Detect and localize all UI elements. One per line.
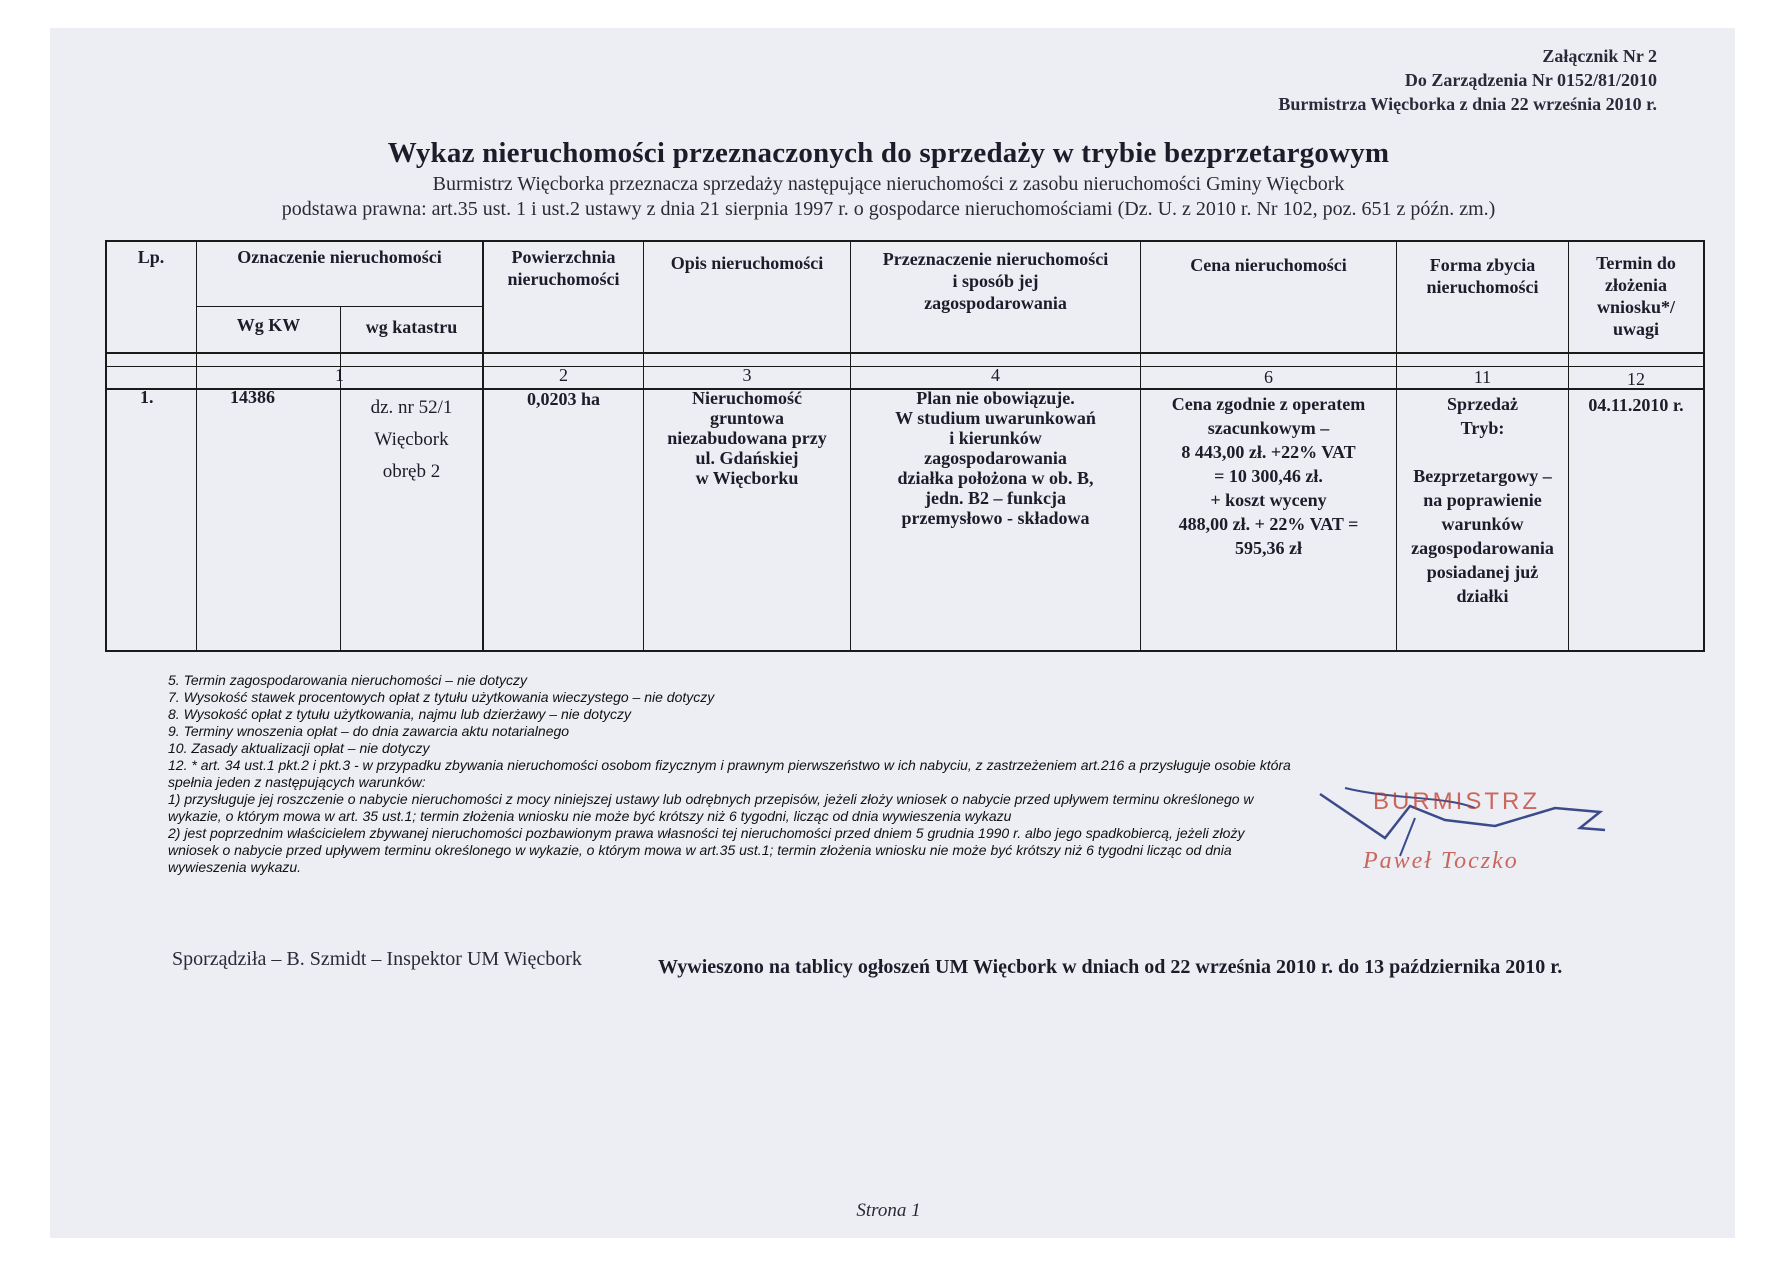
table-border-bottom bbox=[105, 650, 1705, 652]
note-8: 8. Wysokość opłat z tytułu użytkowania, najmu lub dzierżawy – nie dotyczy bbox=[168, 706, 631, 722]
cadastre-line: dz. nr 52/1 bbox=[370, 397, 453, 418]
purpose-line: zagospodarowania bbox=[924, 448, 1067, 468]
price-line: szacunkowym – bbox=[1207, 418, 1330, 438]
row-disposal-form bbox=[1397, 392, 1568, 608]
disposal-line: działki bbox=[1456, 586, 1509, 606]
header-deadline-line: wniosku*/ bbox=[1596, 297, 1676, 317]
header-disposal-form bbox=[1397, 254, 1568, 298]
header-area-line: Powierzchnia bbox=[511, 247, 616, 267]
header-description: Opis nieruchomości bbox=[670, 253, 824, 273]
description-line: gruntowa bbox=[709, 408, 784, 428]
header-deadline-line: Termin do bbox=[1596, 253, 1676, 273]
price-line: 8 443,00 zł. +22% VAT bbox=[1181, 442, 1356, 462]
document-title: Wykaz nieruchomości przeznaczonych do sprzedaży w trybie bezprzetargowym bbox=[387, 137, 1390, 169]
header-purpose-line: i sposób jej bbox=[952, 271, 1039, 291]
note-9: 9. Terminy wnoszenia opłat – do dnia zawarcia aktu notarialnego bbox=[168, 723, 570, 739]
legal-basis: podstawa prawna: art.35 ust. 1 i ust.2 ustawy z dnia 21 sierpnia 1997 r. o gospodarce nieruchomościami (Dz. U. z 2010 r. Nr 102, poz. 651 z późn. zm.) bbox=[281, 198, 1496, 220]
description-line: w Więcborku bbox=[695, 468, 799, 488]
note-10: 10. Zasady aktualizacji opłat – nie dotyczy bbox=[168, 740, 430, 756]
header-price: Cena nieruchomości bbox=[1190, 255, 1347, 275]
column-number: 6 bbox=[1264, 367, 1273, 387]
row-deadline: 04.11.2010 r. bbox=[1588, 395, 1684, 415]
table-subheader-line bbox=[196, 306, 482, 307]
header-deadline-line: uwagi bbox=[1612, 319, 1659, 339]
header-purpose bbox=[851, 248, 1140, 314]
row-cadastre bbox=[341, 392, 482, 488]
purpose-line: działka położona w ob. B, bbox=[897, 468, 1094, 488]
row-kw-number: 14386 bbox=[230, 387, 275, 407]
note-5: 5. Termin zagospodarowania nieruchomości – nie dotyczy bbox=[168, 672, 528, 688]
row-description bbox=[644, 388, 850, 488]
purpose-line: W studium uwarunkowań bbox=[895, 408, 1096, 428]
price-line: Cena zgodnie z operatem bbox=[1171, 394, 1366, 414]
disposal-line: Tryb: bbox=[1460, 418, 1505, 438]
col-line-0 bbox=[105, 240, 107, 652]
header-purpose-line: Przeznaczenie nieruchomości bbox=[882, 249, 1109, 269]
purpose-line: Plan nie obowiązuje. bbox=[916, 388, 1075, 408]
page-number: Strona 1 bbox=[856, 1200, 921, 1221]
row-purpose bbox=[851, 388, 1140, 528]
description-line: Nieruchomość bbox=[692, 388, 802, 408]
header-area bbox=[484, 246, 643, 290]
note-7: 7. Wysokość stawek procentowych opłat z tytułu użytkowania wieczystego – nie dotyczy bbox=[168, 689, 715, 705]
table-header-bottom bbox=[105, 352, 1705, 354]
notes-section bbox=[168, 672, 1298, 876]
prepared-by: Sporządziła – B. Szmidt – Inspektor UM Więcbork bbox=[172, 948, 582, 970]
disposal-line: na poprawienie bbox=[1423, 490, 1542, 510]
col-line-1 bbox=[196, 240, 197, 652]
purpose-line: i kierunków bbox=[949, 428, 1042, 448]
column-number: 11 bbox=[1473, 367, 1492, 387]
price-line: + koszt wyceny bbox=[1210, 490, 1327, 510]
note-12-point-1: 1) przysługuje jej roszczenie o nabycie nieruchomości z mocy niniejszej ustawy lub odrębnych przepisów, jeżeli złoży wniosek o nabycie przed upływem terminu określonego w wykazie, o którym mowa w art. 35 ust.1; termin złożenia wniosku nie może być krótszy niż 6 tygodni, licząc od dnia wywieszenia wykazu bbox=[168, 791, 1254, 824]
disposal-line: warunków bbox=[1441, 514, 1524, 534]
column-number: 12 bbox=[1627, 369, 1645, 389]
row-area: 0,0203 ha bbox=[526, 389, 600, 409]
column-number: 3 bbox=[742, 365, 752, 385]
cadastre-line: Więcbork bbox=[374, 429, 449, 450]
table-border-top bbox=[105, 240, 1705, 242]
description-line: niezabudowana przy bbox=[667, 428, 827, 448]
header-deadline bbox=[1569, 252, 1703, 340]
disposal-line: Sprzedaż bbox=[1447, 394, 1518, 414]
description-line: ul. Gdańskiej bbox=[695, 448, 799, 468]
header-designation: Oznaczenie nieruchomości bbox=[237, 247, 442, 267]
note-12: 12. * art. 34 ust.1 pkt.2 i pkt.3 - w przypadku zbywania nieruchomości osobom fizycznym i prawnym pierwszeństwo w ich nabyciu, z zastrzeżeniem art.216 a przysługuje osobie która spełnia jeden z następujących warunków: bbox=[168, 757, 1291, 790]
col-line-3 bbox=[482, 240, 484, 652]
note-12-point-2: 2) jest poprzednim właścicielem zbywanej nieruchomości pozbawionym prawa własności tej nieruchomości przed dniem 5 grudnia 1990 r. albo jego spadkobiercą, jeżeli złoży wniosek o nabycie przed upływem terminu określonego w wykazie, o którym mowa w art.35 ust.1; termin złożenia wniosku nie może być krótszy niż 6 tygodni licząc od dnia wywieszenia wykazu. bbox=[168, 825, 1245, 875]
column-number: 2 bbox=[559, 365, 568, 385]
annex-line-2: Do Zarządzenia Nr 0152/81/2010 bbox=[1404, 70, 1657, 90]
header-deadline-line: złożenia bbox=[1605, 275, 1667, 295]
header-lp: Lp. bbox=[137, 247, 165, 267]
disposal-line: zagospodarowania bbox=[1411, 538, 1554, 558]
column-number: 1 bbox=[335, 365, 344, 385]
header-disposal-line: Forma zbycia bbox=[1429, 255, 1536, 275]
disposal-line: Bezprzetargowy – bbox=[1413, 466, 1552, 486]
annex-line-1: Załącznik Nr 2 bbox=[1542, 46, 1657, 66]
price-line: 595,36 zł bbox=[1235, 538, 1302, 558]
stamp-title: BURMISTRZ bbox=[1373, 788, 1540, 815]
column-number: 4 bbox=[991, 365, 1000, 385]
purpose-line: przemysłowo - składowa bbox=[901, 508, 1090, 528]
row-lp: 1. bbox=[140, 387, 154, 407]
header-purpose-line: zagospodarowania bbox=[924, 293, 1067, 313]
annex-line-3: Burmistrza Więcborka z dnia 22 września 2010 r. bbox=[1278, 94, 1657, 114]
purpose-line: jedn. B2 – funkcja bbox=[924, 488, 1067, 508]
header-area-line: nieruchomości bbox=[507, 269, 620, 289]
header-wg-katastru: wg katastru bbox=[365, 317, 458, 337]
row-price bbox=[1141, 392, 1396, 560]
col-line-9 bbox=[1703, 240, 1705, 652]
header-wg-kw: Wg KW bbox=[236, 315, 301, 335]
price-line: 488,00 zł. + 22% VAT = bbox=[1178, 514, 1359, 534]
document-subtitle: Burmistrz Więcborka przeznacza sprzedaży następujące nieruchomości z zasobu nieruchomości Gminy Więcbork bbox=[432, 173, 1345, 195]
disposal-line bbox=[1397, 440, 1568, 464]
mayor-stamp bbox=[1315, 778, 1635, 908]
posting-info: Wywieszono na tablicy ogłoszeń UM Więcbork w dniach od 22 września 2010 r. do 13 października 2010 r. bbox=[658, 956, 1563, 978]
header-disposal-line: nieruchomości bbox=[1426, 277, 1539, 297]
disposal-line: posiadanej już bbox=[1426, 562, 1539, 582]
price-line: = 10 300,46 zł. bbox=[1214, 466, 1323, 486]
stamp-name: Paweł Toczko bbox=[1363, 848, 1519, 874]
cadastre-line: obręb 2 bbox=[382, 461, 441, 482]
